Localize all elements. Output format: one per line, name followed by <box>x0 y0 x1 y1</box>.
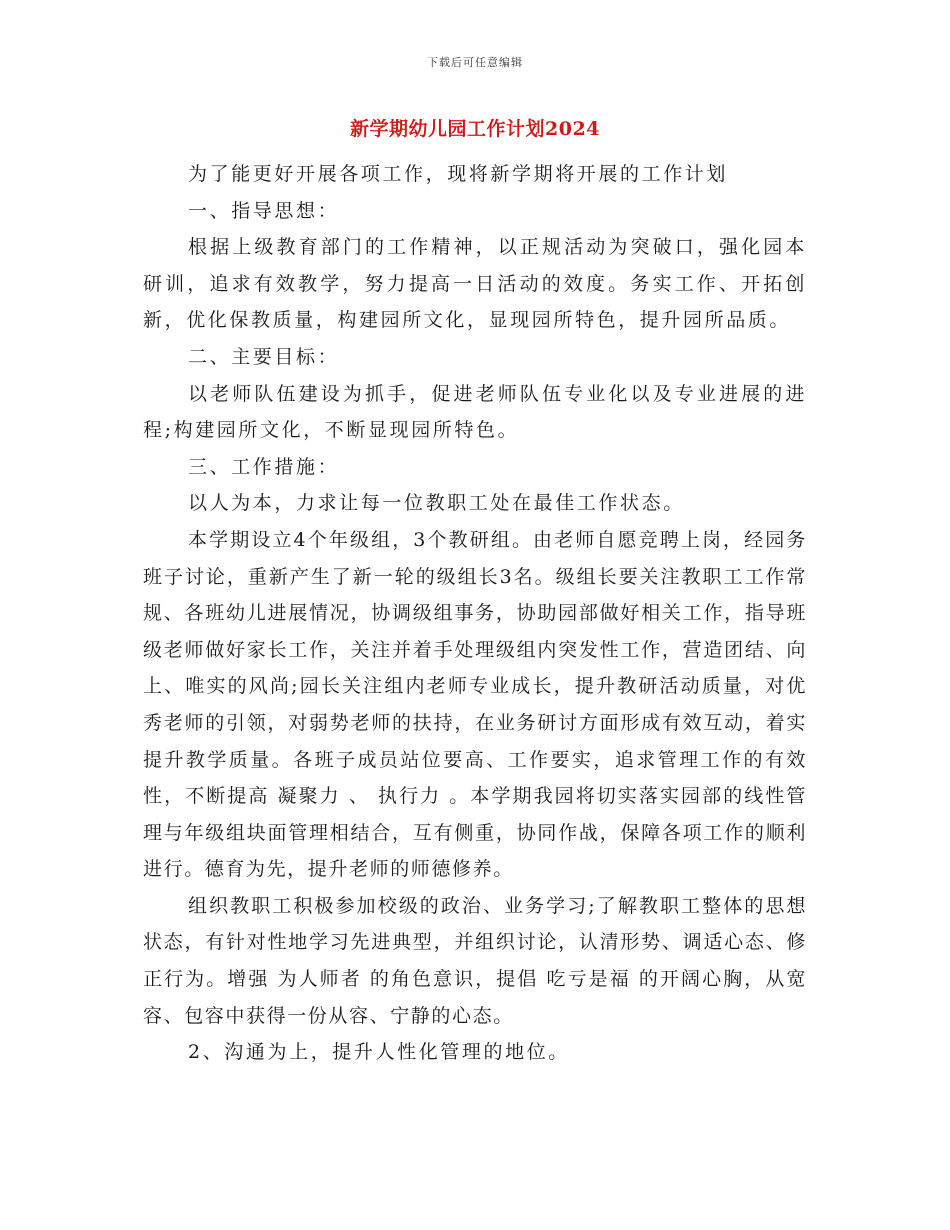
document-body <box>143 156 807 1071</box>
intro-paragraph: 为了能更好开展各项工作，现将新学期将开展的工作计划 <box>188 163 729 185</box>
page-header-note: 下载后可任意编辑 <box>427 56 523 69</box>
section-heading-main-goals: 二、主要目标： <box>188 345 340 368</box>
body-paragraph: 2、沟通为上，提升人性化管理的地位。 <box>188 1041 570 1064</box>
body-paragraph: 本学期设立4个年级组，3个教研组。由老师自愿竞聘上岗，经园务班子讨论，重新产生了新一轮的级组长3名。级组长要关注教职工工作常规、各班幼儿进展情况，协调级组事务，协助园部做好相关工作，指导班级老师做好家长工作，关注并着手处理级组内突发性工作，营造团结、向上、唯实的风尚;园长关注组内老师专业成长，提升教研活动质量，对优秀老师的引领，对弱势老师的扶持，在业务研讨方面形成有效互动，着实提升教学质量。各班子成员站位要高、工作要实，追求管理工作的有效性，不断提高 凝聚力 、 执行力 。本学期我园将切实落实园部的线性管理与年级组块面管理相结合，互有侧重，协同作战，保障各项工作的顺利进行。德育为先，提升老师的师德修养。 <box>143 528 807 881</box>
document-title: 新学期幼儿园工作计划2024 <box>350 118 600 140</box>
body-paragraph: 以人为本，力求让每一位教职工处在最佳工作状态。 <box>188 492 685 515</box>
body-paragraph: 以老师队伍建设为抓手，促进老师队伍专业化以及专业进展的进程;构建园所文化，不断显现园所特色。 <box>143 382 807 442</box>
body-paragraph: 根据上级教育部门的工作精神，以正规活动为突破口，强化园本研训，追求有效教学，努力提高一日活动的效度。务实工作、开拓创新，优化保教质量，构建园所文化，显现园所特色，提升园所品质。 <box>143 236 807 332</box>
section-heading-guiding-thought: 一、指导思想： <box>188 199 340 222</box>
section-heading-work-measures: 三、工作措施： <box>188 455 340 478</box>
body-paragraph: 组织教职工积极参加校级的政治、业务学习;了解教职工整体的思想状态，有针对性地学习先进典型，并组织讨论，认清形势、调适心态、修正行为。增强 为人师者 的角色意识，提倡 吃亏是福 的开阔心胸，从宽容、包容中获得一份从容、宁静的心态。 <box>143 894 807 1027</box>
